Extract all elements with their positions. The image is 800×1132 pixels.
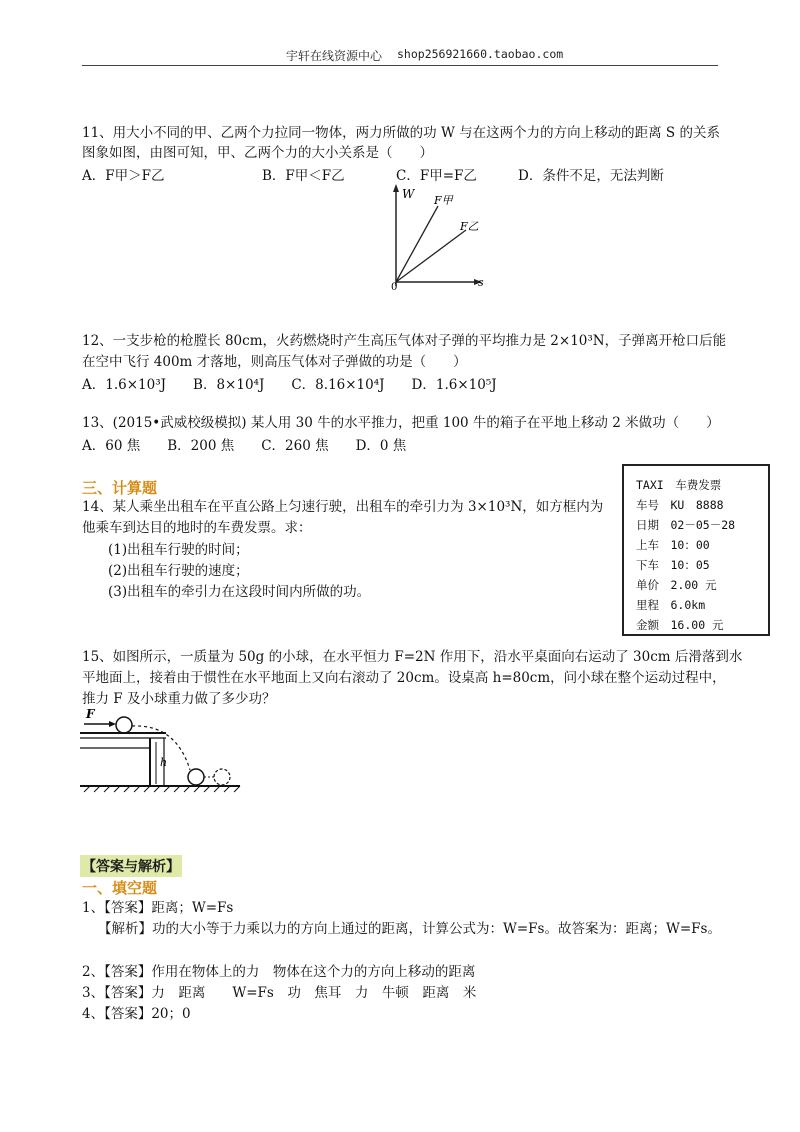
graph-origin: 0 — [391, 282, 398, 292]
q15-line3: 推力 F 及小球重力做了多少功？ — [82, 691, 276, 707]
q11-option-b: B．F甲＜F乙 — [262, 168, 345, 184]
receipt-row: 日期 02－05－28 — [636, 518, 736, 532]
answers-section1-title: 一、填空题 — [82, 879, 158, 897]
q11-line1: 11、用大小不同的甲、乙两个力拉同一物体，两力所做的功 W 与在这两个力的方向上移动的距离 S 的关系 — [82, 125, 720, 141]
q12-line1: 12、一支步枪的枪膛长 80cm，火药燃烧时产生高压气体对子弹的平均推力是 2×10³N，子弹离开枪口后能 — [82, 333, 727, 349]
force-arrow-icon — [109, 721, 116, 727]
q12-options: A．1.6×10³J B．8×10⁴J C．8.16×10⁴J D．1.6×10⁵J — [82, 377, 497, 393]
q14-sub2: (2)出租车行驶的速度； — [108, 563, 249, 579]
y-arrow-icon — [393, 184, 399, 192]
figure-height-label: h — [160, 756, 168, 769]
q11-option-d: D．条件不足，无法判断 — [518, 168, 664, 184]
receipt-row: 单价 2.00 元 — [636, 578, 717, 592]
graph-line-yi — [396, 230, 466, 282]
q15-line1: 15、如图所示，一质量为 50g 的小球，在水平恒力 F=2N 作用下，沿水平桌面向右运动了 30cm 后滑落到水 — [82, 649, 743, 665]
ball-on-table — [116, 717, 132, 733]
q11-option-a: A．F甲＞F乙 — [82, 168, 165, 184]
receipt-row: 金额 16.00 元 — [636, 618, 724, 632]
answer-1: 1、【答案】距离；W=Fs — [82, 900, 234, 916]
q14-sub3: (3)出租车的牵引力在这段时间内所做的功。 — [108, 584, 371, 600]
receipt-row: 下车 10：05 — [636, 558, 710, 572]
answer-2: 2、【答案】作用在物体上的力 物体在这个力的方向上移动的距离 — [82, 964, 476, 980]
header-rule — [82, 65, 718, 66]
receipt-row: 车号 KU 8888 — [636, 498, 724, 512]
q11-option-c: C．F甲=F乙 — [396, 168, 477, 184]
taxi-receipt — [622, 464, 770, 636]
q11-line2: 图象如图，由图可知，甲、乙两个力的大小关系是（ ） — [82, 145, 433, 161]
header-shop: shop256921660.taobao.com — [397, 47, 564, 61]
header-site: 宇轩在线资源中心 — [286, 49, 383, 63]
q15-line2: 平地面上，接着由于惯性在水平地面上又向右滚动了 20cm。设桌高 h=80cm，问小球在整个运动过程中， — [82, 670, 726, 686]
q14-line2: 他乘车到达目的地时的车费发票。求： — [82, 520, 312, 536]
answers-heading: 【答案与解析】 — [80, 855, 182, 877]
section-calculation-title: 三、计算题 — [82, 479, 158, 497]
q13-line1: 13、(2015•武威校级模拟) 某人用 30 牛的水平推力，把重 100 牛的箱子在平地上移动 2 米做功（ ） — [82, 415, 720, 431]
graph-y-label: W — [402, 187, 415, 201]
q12-line2: 在空中飞行 400m 才落地，则高压气体对子弹做的功是（ ） — [82, 354, 467, 370]
answer-4: 4、【答案】20；0 — [82, 1006, 191, 1022]
answer-1-explanation: 【解析】功的大小等于力乘以力的方向上通过的距离，计算公式为：W=Fs。故答案为：距离；W=Fs。 — [98, 921, 721, 937]
ball-landed — [188, 769, 204, 785]
q15-table-ball-figure — [80, 704, 245, 794]
answer-3: 3、【答案】力 距离 W=Fs 功 焦耳 力 牛顿 距离 米 — [82, 985, 477, 1001]
graph-line-jia — [396, 206, 438, 282]
receipt-row: 上车 10：00 — [636, 538, 710, 552]
ball-final — [214, 769, 230, 785]
q14-line1: 14、某人乘坐出租车在平直公路上匀速行驶，出租车的牵引力为 3×10³N，如方框内为 — [82, 499, 604, 515]
receipt-row: 里程 6.0km — [636, 598, 706, 612]
graph-label-jia: F甲 — [434, 194, 453, 207]
graph-x-label: s — [478, 276, 484, 289]
q14-sub1: (1)出租车行驶的时间； — [108, 542, 249, 558]
figure-force-label: F — [86, 707, 95, 721]
graph-label-yi: F乙 — [460, 220, 479, 233]
receipt-row: TAXI 车费发票 — [636, 478, 722, 492]
q11-work-distance-graph — [382, 182, 492, 292]
q13-options: A．60 焦 B．200 焦 C．260 焦 D．0 焦 — [82, 438, 407, 454]
